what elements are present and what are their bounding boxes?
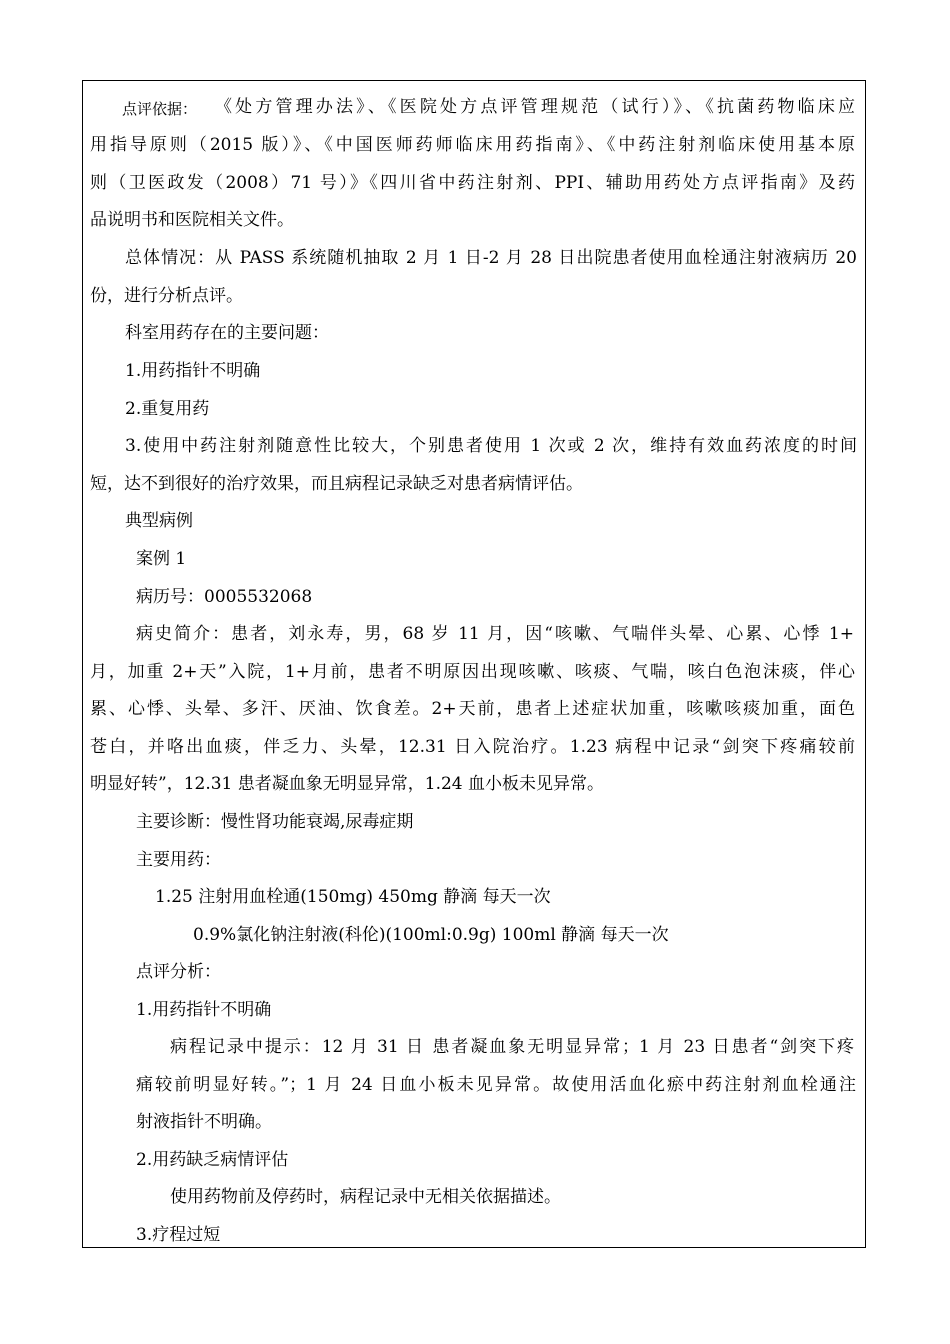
history-line-1: 病史简介：患者，刘永寿，男，68 岁 11 月，因“咳嗽、气喘伴头晕、心累、心悸 1+ <box>136 624 854 644</box>
problems-title: 科室用药存在的主要问题： <box>125 323 329 343</box>
problem-1: 1.用药指针不明确 <box>125 361 261 381</box>
history-line-3: 累、心悸、头晕、多汗、厌油、饮食差。2+天前，患者上述症状加重，咳嗽咳痰加重，面色 <box>90 699 855 719</box>
basis-line-1: 《处方管理办法》、《医院处方点评管理规范（试行）》、《抗菌药物临床应 <box>215 97 855 117</box>
history-line-5: 明显好转”，12.31 患者凝血象无明显异常，1.24 血小板未见异常。 <box>90 774 605 794</box>
case-title: 案例 1 <box>136 549 187 569</box>
analysis-1-title: 1.用药指针不明确 <box>136 1000 272 1020</box>
record-number: 病历号：0005532068 <box>136 587 313 607</box>
basis-line-3: 则（卫医政发（2008）71 号）》《四川省中药注射剂、PPI、辅助用药处方点评指南》及药 <box>90 173 855 193</box>
medication-item-2: 0.9%氯化钠注射液(科伦)(100ml:0.9g) 100ml 静滴 每天一次 <box>193 925 669 945</box>
history-line-2: 月，加重 2+天”入院，1+月前，患者不明原因出现咳嗽、咳痰、气喘，咳白色泡沫痰，伴心 <box>90 662 855 682</box>
medication-item-1: 1.25 注射用血栓通(150mg) 450mg 静滴 每天一次 <box>155 887 551 907</box>
basis-label: 点评依据： <box>122 100 198 118</box>
overview-line-2: 份，进行分析点评。 <box>90 286 243 306</box>
medication-title: 主要用药： <box>136 850 221 870</box>
analysis-2-title: 2.用药缺乏病情评估 <box>136 1150 289 1170</box>
overview-line-1: 总体情况：从 PASS 系统随机抽取 2 月 1 日-2 月 28 日出院患者使用血栓通注射液病历 20 <box>125 248 857 268</box>
problem-2: 2.重复用药 <box>125 399 210 419</box>
analysis-2-text: 使用药物前及停药时，病程记录中无相关依据描述。 <box>170 1187 561 1207</box>
analysis-1-line-3: 射液指针不明确。 <box>136 1112 272 1132</box>
typical-cases-title: 典型病例 <box>125 511 193 531</box>
history-line-4: 苍白，并咯出血痰，伴乏力、头晕，12.31 日入院治疗。1.23 病程中记录“剑突下疼痛较前 <box>90 737 855 757</box>
basis-line-4: 品说明书和医院相关文件。 <box>90 210 294 230</box>
analysis-title: 点评分析： <box>136 962 221 982</box>
basis-line-2: 用指导原则（2015 版）》、《中国医师药师临床用药指南》、《中药注射剂临床使用基本原 <box>90 135 855 155</box>
analysis-1-line-2: 痛较前明显好转。”；1 月 24 日血小板未见异常。故使用活血化瘀中药注射剂血栓通注 <box>136 1075 856 1095</box>
main-diagnosis: 主要诊断：慢性肾功能衰竭,尿毒症期 <box>136 812 414 832</box>
problem-3-line-1: 3.使用中药注射剂随意性比较大，个别患者使用 1 次或 2 次，维持有效血药浓度的时间 <box>125 436 857 456</box>
analysis-1-line-1: 病程记录中提示：12 月 31 日 患者凝血象无明显异常；1 月 23 日患者“剑突下疼 <box>170 1037 854 1057</box>
analysis-3-title: 3.疗程过短 <box>136 1225 221 1245</box>
problem-3-line-2: 短，达不到很好的治疗效果，而且病程记录缺乏对患者病情评估。 <box>90 474 583 494</box>
